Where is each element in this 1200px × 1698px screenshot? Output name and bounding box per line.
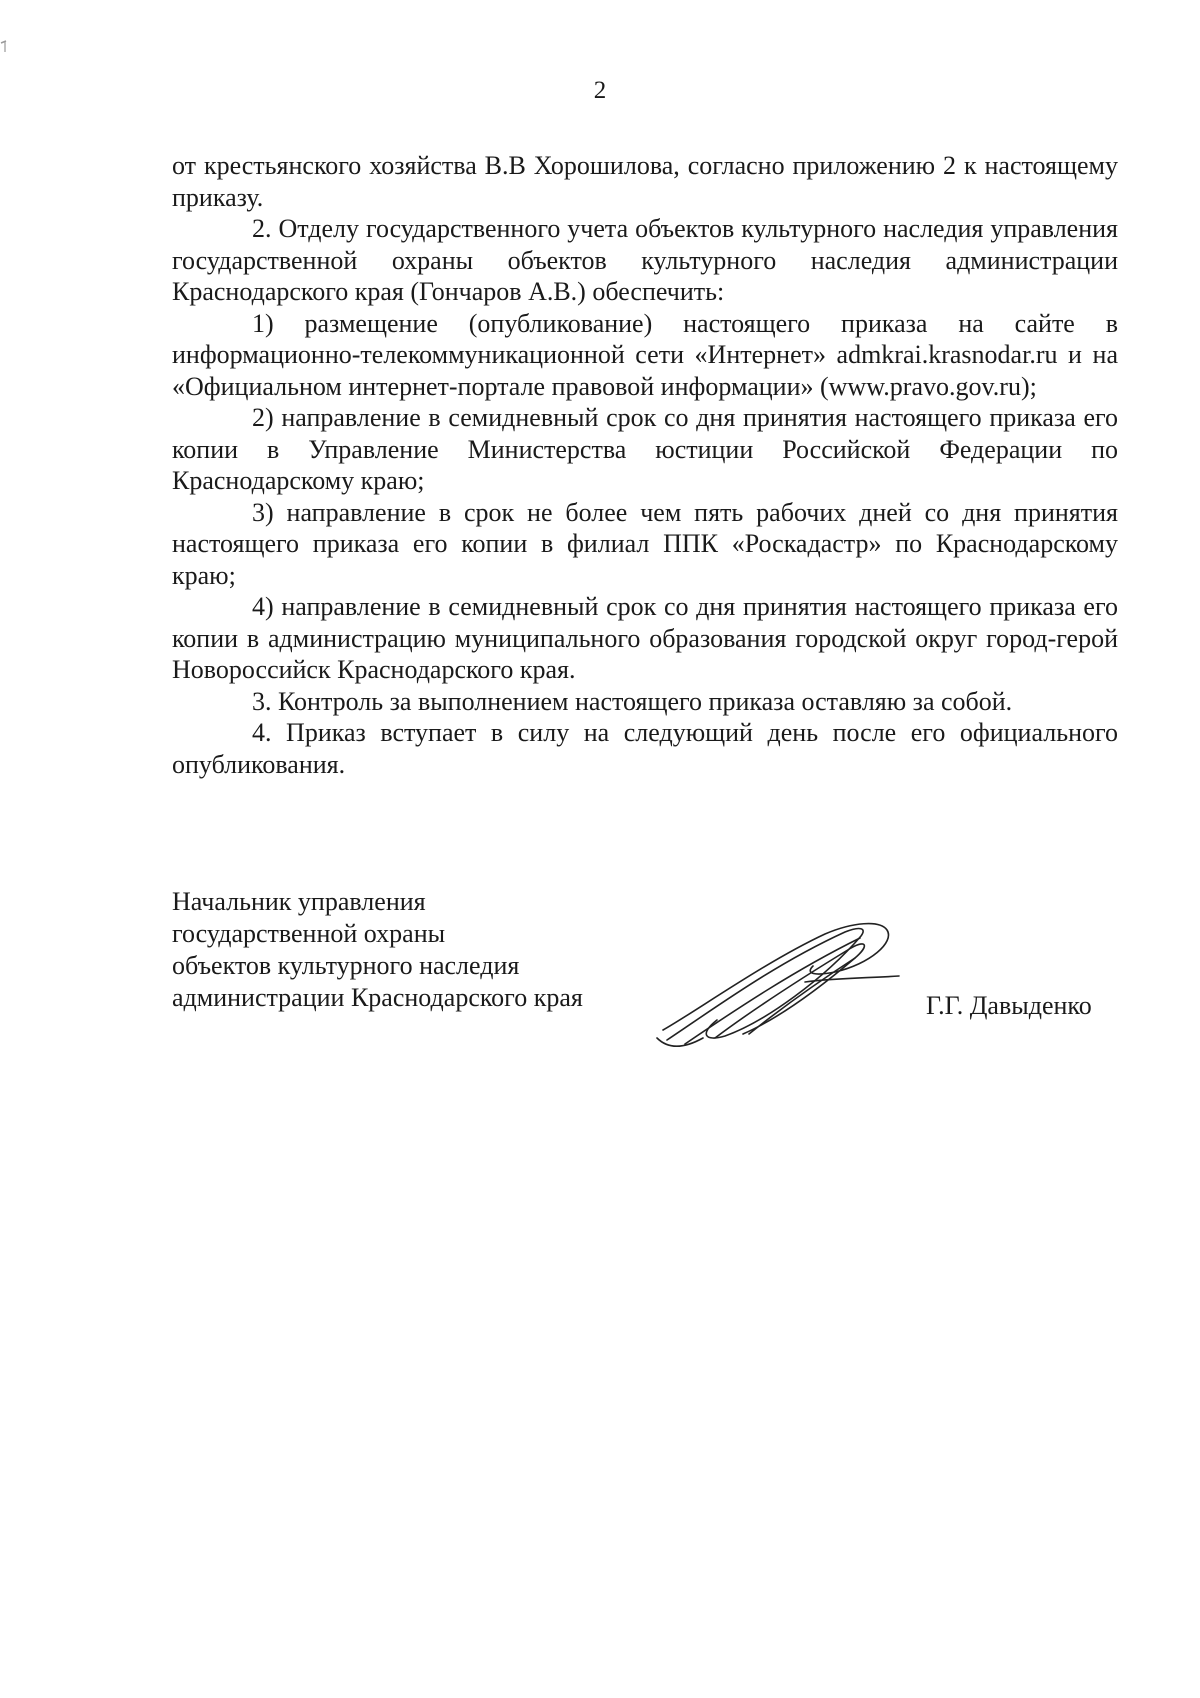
text-line: 3) направление в срок не более чем пять рабочих дней со дня принятия xyxy=(252,497,1118,527)
paragraph-continuation xyxy=(172,150,1118,213)
paragraph-subitem-4 xyxy=(172,591,1118,686)
signatory-position xyxy=(172,886,583,1014)
handwritten-signature xyxy=(655,912,905,1052)
text-line: по Краснодарскому краю; xyxy=(172,434,1118,495)
text-line: 3. Контроль за выполнением настоящего приказа оставляю за собой. xyxy=(252,686,1013,716)
text-line: настоящего приказа его копии в филиал ППК «Роскадастр» xyxy=(172,529,882,558)
text-line: опубликования. xyxy=(172,749,346,779)
text-line: 4. Приказ вступает в силу на следующий день после его официального xyxy=(252,718,1118,747)
paragraph-subitem-2 xyxy=(172,402,1118,497)
paragraph-item-4 xyxy=(172,717,1118,780)
text-line: в информационно-телекоммуникационной сети «Интернет» xyxy=(172,308,1118,369)
text-line: от крестьянского хозяйства В.В Хорошилова, согласно приложению 2 xyxy=(172,151,957,180)
position-line: Начальник управления xyxy=(172,887,426,916)
paragraph-subitem-3 xyxy=(172,497,1118,592)
text-line: admkrai.krasnodar.ru и на «Официальном интернет-портале правовой xyxy=(172,340,1118,401)
position-line: администрации Краснодарского края xyxy=(172,983,583,1012)
position-line: объектов культурного наследия xyxy=(172,951,520,980)
text-line: администрации Краснодарского края (Гончаров А.В.) обеспечить: xyxy=(172,245,1118,306)
text-line: 4) направление в семидневный срок со дня принятия настоящего xyxy=(252,592,982,621)
text-line: городской округ город-герой Новороссийск Краснодарского края. xyxy=(172,623,1118,684)
text-line: управления государственной охраны объектов культурного наследия xyxy=(172,214,1119,275)
text-line: к настоящему приказу. xyxy=(172,151,1119,212)
position-line: государственной охраны xyxy=(172,919,446,948)
text-line: информации» (www.pravo.gov.ru); xyxy=(660,371,1037,401)
text-line: 2. Отделу государственного учета объектов культурного наследия xyxy=(252,214,984,243)
text-line: его копии в Управление Министерства юстиции Российской Федерации xyxy=(172,403,1118,464)
scan-artifact-mark xyxy=(0,40,10,54)
document-body xyxy=(172,150,1118,780)
paragraph-item-3 xyxy=(172,686,1118,718)
paragraph-subitem-1 xyxy=(172,308,1118,403)
paragraph-item-2 xyxy=(172,213,1118,308)
text-line: приказа его копии в администрацию муниципального образования xyxy=(172,592,1118,653)
text-line: 1) размещение (опубликование) настоящего приказа на сайте xyxy=(252,308,1075,338)
text-line: по Краснодарскому краю; xyxy=(172,529,1119,590)
signer-name: Г.Г. Давыденко xyxy=(926,991,1092,1020)
text-line: 2) направление в семидневный срок со дня принятия настоящего приказа xyxy=(252,403,1076,432)
page-number: 2 xyxy=(593,77,607,104)
